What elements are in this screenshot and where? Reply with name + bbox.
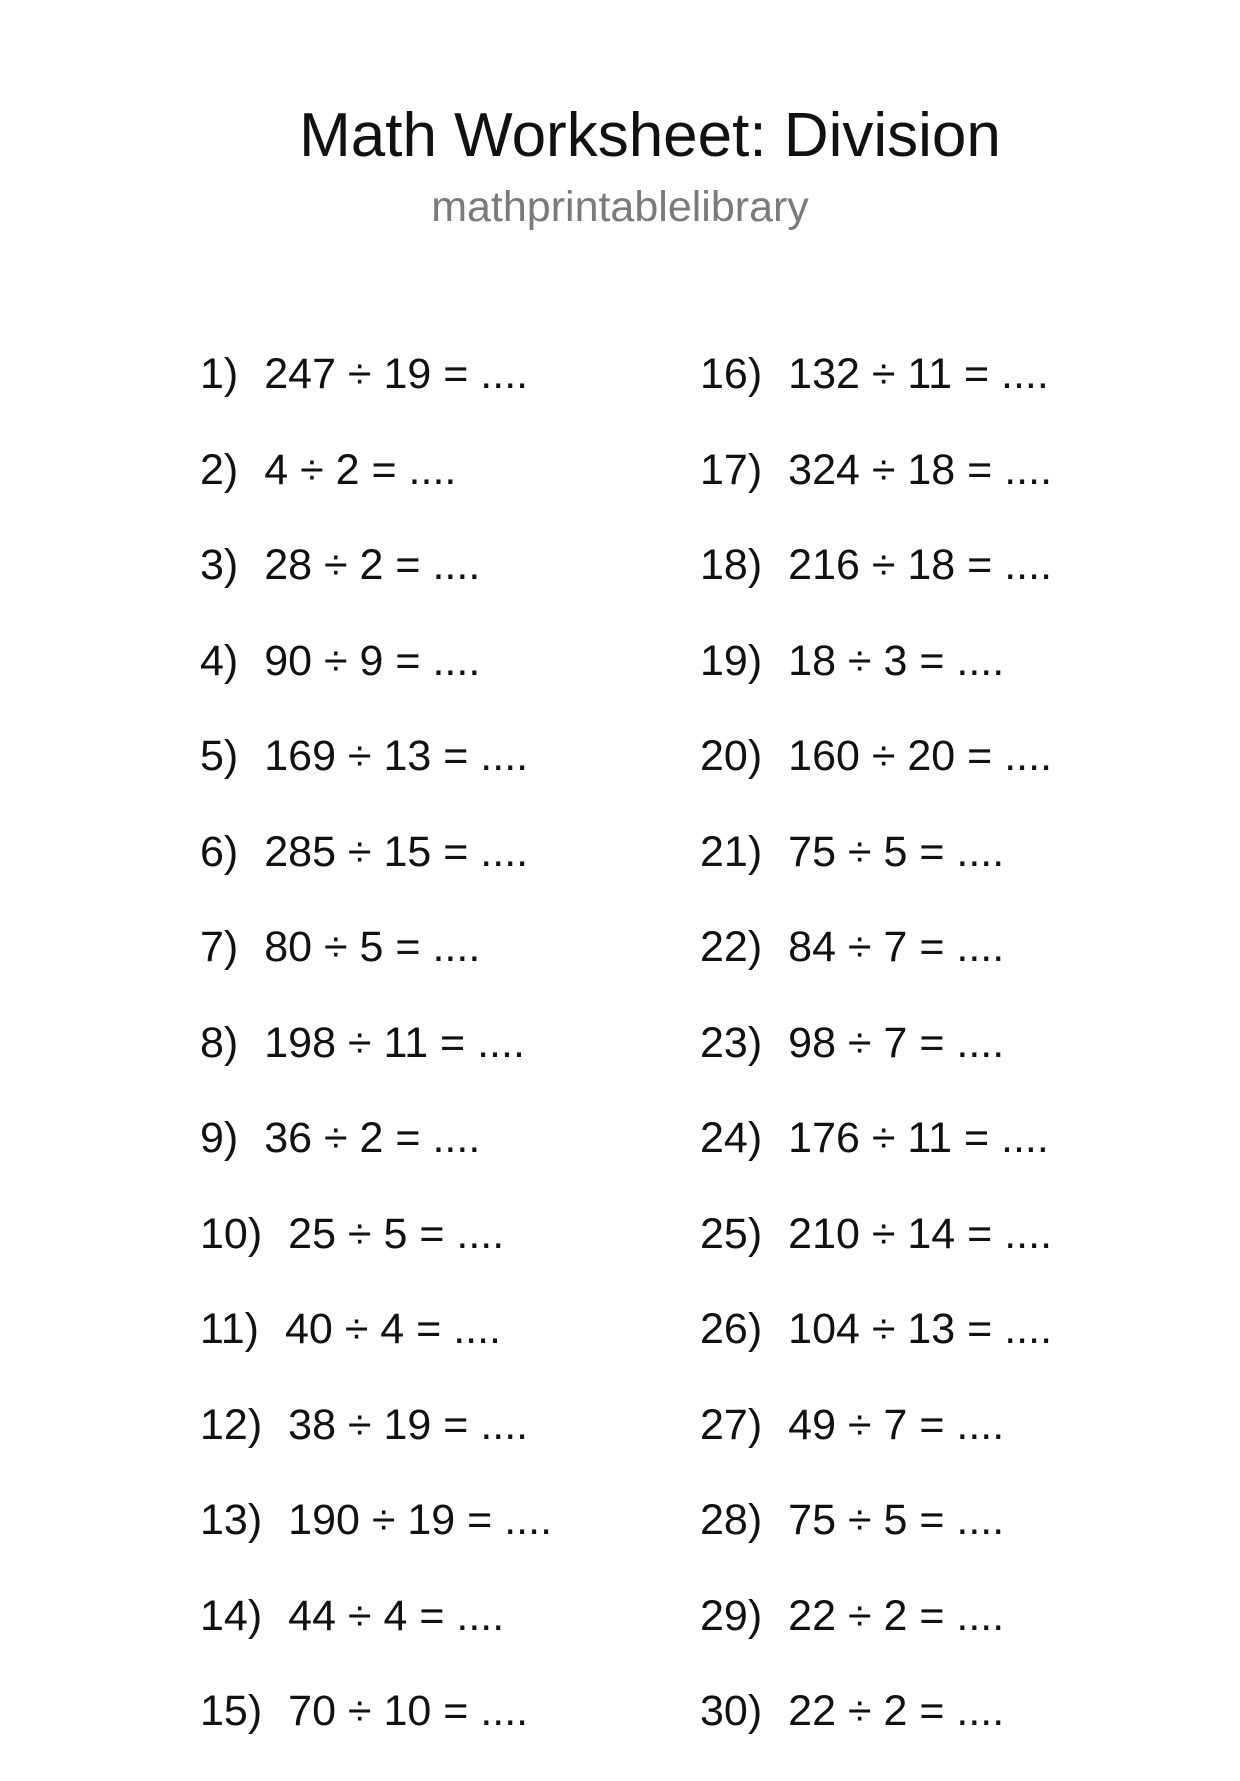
- problem-expression: 324 ÷ 18 = ....: [788, 445, 1053, 494]
- problem-number: 16): [700, 350, 763, 398]
- problem-number: 23): [700, 1018, 763, 1067]
- problem-expression: 80 ÷ 5 = ....: [264, 923, 481, 971]
- problem-number: 21): [700, 827, 763, 876]
- problem-item: [200, 826, 552, 922]
- problem-column-left: [200, 348, 552, 1781]
- problem-item: [200, 730, 552, 826]
- problem-expression: 176 ÷ 11 = ....: [788, 1114, 1049, 1162]
- problem-item: [700, 635, 1052, 731]
- problem-number: 25): [700, 1209, 763, 1258]
- problem-expression: 40 ÷ 4 = ....: [284, 1305, 501, 1353]
- problem-number: 24): [700, 1114, 763, 1162]
- problem-number: 29): [700, 1591, 763, 1640]
- problem-expression: 90 ÷ 9 = ....: [264, 636, 481, 685]
- problem-item: [700, 1685, 1052, 1781]
- problem-item: [700, 1399, 1052, 1495]
- page-subtitle: mathprintablelibrary: [431, 183, 809, 231]
- problem-expression: 28 ÷ 2 = ....: [264, 541, 481, 589]
- problem-number: 1): [200, 350, 239, 398]
- problem-number: 4): [200, 636, 239, 685]
- problem-expression: 132 ÷ 11 = ....: [788, 350, 1049, 398]
- problem-item: [700, 1208, 1052, 1304]
- problem-number: 26): [700, 1305, 763, 1353]
- problem-item: [200, 1399, 552, 1495]
- problem-expression: 36 ÷ 2 = ....: [264, 1114, 481, 1162]
- problem-expression: 49 ÷ 7 = ....: [788, 1400, 1005, 1449]
- problem-item: [200, 1017, 552, 1113]
- problem-number: 12): [200, 1400, 263, 1449]
- problem-item: [200, 635, 552, 731]
- problem-number: 30): [700, 1687, 763, 1735]
- problem-number: 15): [200, 1687, 263, 1735]
- problem-item: [200, 1590, 552, 1686]
- problem-expression: 18 ÷ 3 = ....: [788, 636, 1005, 685]
- problem-expression: 216 ÷ 18 = ....: [788, 541, 1053, 589]
- problem-expression: 169 ÷ 13 = ....: [264, 732, 529, 780]
- problem-number: 18): [700, 541, 763, 589]
- problem-expression: 75 ÷ 5 = ....: [788, 827, 1005, 876]
- problem-expression: 247 ÷ 19 = ....: [264, 350, 529, 398]
- problem-number: 19): [700, 636, 763, 685]
- problem-item: [200, 348, 552, 444]
- problem-number: 6): [200, 827, 239, 876]
- problem-expression: 70 ÷ 10 = ....: [288, 1687, 529, 1735]
- problem-number: 27): [700, 1400, 763, 1449]
- problem-number: 13): [200, 1496, 263, 1544]
- problem-number: 17): [700, 445, 763, 494]
- problem-expression: 22 ÷ 2 = ....: [788, 1687, 1005, 1735]
- problem-item: [200, 539, 552, 635]
- problem-item: [700, 1590, 1052, 1686]
- problem-item: [700, 1303, 1052, 1399]
- problem-item: [200, 1112, 552, 1208]
- problem-item: [700, 730, 1052, 826]
- problem-number: 5): [200, 732, 239, 780]
- problem-expression: 190 ÷ 19 = ....: [288, 1496, 553, 1544]
- problem-item: [700, 444, 1052, 540]
- page-title: Math Worksheet: Division: [299, 101, 1001, 170]
- problem-expression: 25 ÷ 5 = ....: [288, 1209, 505, 1258]
- problem-expression: 160 ÷ 20 = ....: [788, 732, 1053, 780]
- problem-item: [700, 1112, 1052, 1208]
- problem-item: [200, 444, 552, 540]
- problem-item: [200, 1685, 552, 1781]
- problem-expression: 98 ÷ 7 = ....: [788, 1018, 1005, 1067]
- problem-item: [200, 1494, 552, 1590]
- problem-expression: 22 ÷ 2 = ....: [788, 1591, 1005, 1640]
- problem-expression: 104 ÷ 13 = ....: [788, 1305, 1053, 1353]
- problem-expression: 4 ÷ 2 = ....: [264, 445, 457, 494]
- problem-expression: 210 ÷ 14 = ....: [788, 1209, 1053, 1258]
- problem-item: [200, 1208, 552, 1304]
- problem-item: [700, 348, 1052, 444]
- problem-item: [200, 921, 552, 1017]
- problem-expression: 38 ÷ 19 = ....: [288, 1400, 529, 1449]
- problem-number: 7): [200, 923, 239, 971]
- problem-column-right: [700, 348, 1052, 1781]
- problem-expression: 75 ÷ 5 = ....: [788, 1496, 1005, 1544]
- problem-item: [700, 1017, 1052, 1113]
- problem-expression: 84 ÷ 7 = ....: [788, 923, 1005, 971]
- problem-item: [700, 826, 1052, 922]
- problem-number: 9): [200, 1114, 239, 1162]
- problem-item: [700, 539, 1052, 635]
- problem-expression: 285 ÷ 15 = ....: [264, 827, 529, 876]
- problem-expression: 198 ÷ 11 = ....: [264, 1018, 525, 1067]
- problem-number: 14): [200, 1591, 263, 1640]
- problem-item: [700, 921, 1052, 1017]
- problem-item: [200, 1303, 552, 1399]
- problem-number: 28): [700, 1496, 763, 1544]
- problem-number: 22): [700, 923, 763, 971]
- problem-number: 11): [200, 1305, 259, 1353]
- problem-number: 2): [200, 445, 239, 494]
- problem-number: 10): [200, 1209, 263, 1258]
- problem-number: 20): [700, 732, 763, 780]
- problem-item: [700, 1494, 1052, 1590]
- problem-number: 8): [200, 1018, 239, 1067]
- problem-expression: 44 ÷ 4 = ....: [288, 1591, 505, 1640]
- problem-number: 3): [200, 541, 239, 589]
